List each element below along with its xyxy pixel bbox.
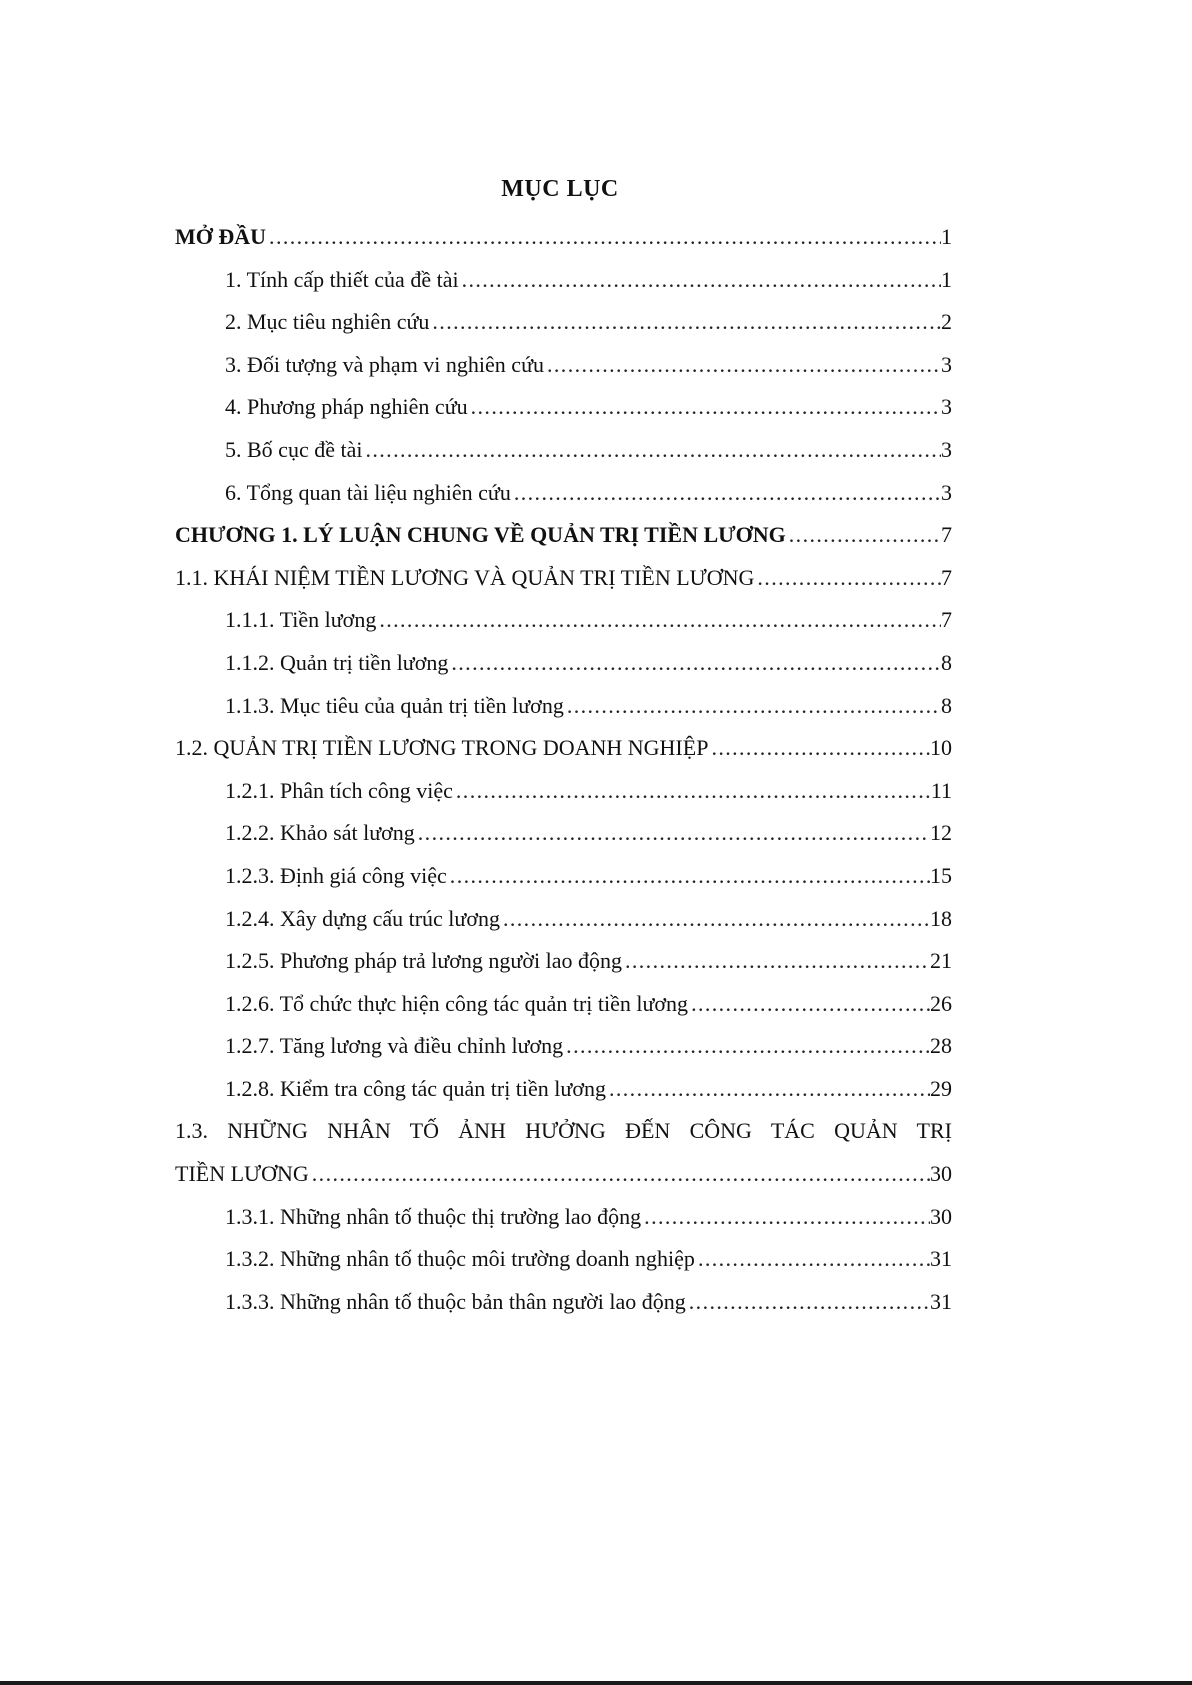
toc-page-number: 26 <box>930 990 952 1016</box>
toc-entry-label: 1.3.3. Những nhân tố thuộc bản thân người lao động <box>225 1288 686 1314</box>
toc-page-number: 28 <box>930 1033 952 1059</box>
toc-entry[interactable] <box>175 1076 952 1119</box>
toc-page-number: 7 <box>941 564 952 590</box>
toc-page-number: 8 <box>941 649 952 675</box>
dot-leader <box>429 309 941 335</box>
toc-entry-label: 1.3.1. Những nhân tố thuộc thị trường lao động <box>225 1203 642 1229</box>
toc-page-number: 3 <box>941 394 952 420</box>
toc-page-number: 30 <box>930 1161 952 1187</box>
toc-entry[interactable] <box>175 267 952 310</box>
toc-entry-label: TIỀN LƯƠNG <box>175 1161 309 1187</box>
toc-entry[interactable] <box>175 1246 952 1289</box>
dot-leader <box>266 224 941 250</box>
dot-leader <box>459 267 941 293</box>
toc-page-number: 21 <box>930 948 952 974</box>
toc-page-number: 15 <box>930 862 952 888</box>
dot-leader <box>448 650 941 676</box>
toc-page-number: 31 <box>930 1246 952 1272</box>
toc-page-number: 2 <box>941 309 952 335</box>
toc-entry-label: 1.2.2. Khảo sát lương <box>225 820 415 846</box>
dot-leader <box>309 1161 930 1187</box>
toc-page-number: 1 <box>941 266 952 292</box>
dot-leader <box>708 735 930 761</box>
toc-entry-label: 1.2.4. Xây dựng cấu trúc lương <box>225 905 500 931</box>
toc-page-number: 10 <box>930 735 952 761</box>
dot-leader <box>564 693 941 719</box>
toc-entry[interactable] <box>175 906 952 949</box>
dot-leader <box>622 948 930 974</box>
dot-leader <box>786 522 941 548</box>
toc-entry[interactable] <box>175 1289 952 1332</box>
toc-entry-label: 1.2.6. Tổ chức thực hiện công tác quản trị tiền lương <box>225 990 689 1016</box>
toc-entry[interactable] <box>175 1161 952 1204</box>
dot-leader <box>511 480 941 506</box>
toc-entry-label: 1.1.2. Quản trị tiền lương <box>225 649 449 675</box>
toc-entry-label: 4. Phương pháp nghiên cứu <box>225 394 468 420</box>
toc-entry[interactable] <box>175 224 952 267</box>
toc-entry[interactable] <box>175 437 952 480</box>
toc-entry-label: 3. Đối tượng và phạm vi nghiên cứu <box>225 351 544 377</box>
toc-entry[interactable] <box>175 352 952 395</box>
dot-leader <box>688 991 930 1017</box>
toc-entry[interactable] <box>175 394 952 437</box>
dot-leader <box>754 565 941 591</box>
toc-entry-label: 5. Bố cục đề tài <box>225 436 363 462</box>
toc-entry-label: MỞ ĐẦU <box>175 224 267 249</box>
dot-leader <box>500 906 930 932</box>
toc-entry-label: 1.1. KHÁI NIỆM TIỀN LƯƠNG VÀ QUẢN TRỊ TIỀN LƯƠNG <box>175 564 755 590</box>
toc-page-number: 18 <box>930 905 952 931</box>
toc-entry[interactable] <box>175 863 952 906</box>
toc-entry-label: 1.3. NHỮNG NHÂN TỐ ẢNH HƯỞNG ĐẾN CÔNG TÁC QUẢN TRỊ <box>175 1118 952 1144</box>
toc-entry[interactable] <box>175 991 952 1034</box>
toc-page-number: 3 <box>941 479 952 505</box>
dot-leader <box>563 1033 930 1059</box>
toc-entry[interactable] <box>175 693 952 736</box>
toc-entry[interactable] <box>175 480 952 523</box>
toc-entry[interactable] <box>175 607 952 650</box>
table-of-contents <box>175 224 952 1331</box>
toc-page-number: 3 <box>941 436 952 462</box>
toc-page-number: 7 <box>941 607 952 633</box>
dot-leader <box>376 607 941 633</box>
toc-entry-label: 1.2.3. Định giá công việc <box>225 862 447 888</box>
dot-leader <box>453 778 931 804</box>
toc-entry[interactable] <box>175 1204 952 1247</box>
dot-leader <box>468 394 941 420</box>
toc-entry-label: 1. Tính cấp thiết của đề tài <box>225 266 459 292</box>
dot-leader <box>686 1289 930 1315</box>
toc-entry-label: 1.2. QUẢN TRỊ TIỀN LƯƠNG TRONG DOANH NGHIỆP <box>175 735 709 761</box>
toc-page-number: 3 <box>941 351 952 377</box>
toc-entry[interactable] <box>175 735 952 778</box>
toc-entry[interactable] <box>175 650 952 693</box>
toc-page-number: 29 <box>930 1075 952 1101</box>
toc-page-number: 1 <box>941 224 952 249</box>
toc-entry[interactable] <box>175 565 952 608</box>
dot-leader <box>544 352 941 378</box>
toc-page-number: 11 <box>930 777 952 803</box>
toc-entry-label: CHƯƠNG 1. LÝ LUẬN CHUNG VỀ QUẢN TRỊ TIỀN LƯƠNG <box>175 522 786 548</box>
toc-entry[interactable] <box>175 1033 952 1076</box>
toc-entry-line <box>175 1118 952 1161</box>
dot-leader <box>641 1204 930 1230</box>
toc-page-number: 31 <box>930 1288 952 1314</box>
toc-page-number: 8 <box>941 692 952 718</box>
page-title: MỤC LỤC <box>501 176 619 202</box>
toc-page-number: 12 <box>930 820 952 846</box>
toc-entry-label: 1.2.5. Phương pháp trả lương người lao động <box>225 948 622 974</box>
toc-entry[interactable] <box>175 948 952 991</box>
dot-leader <box>606 1076 930 1102</box>
toc-entry-label: 1.2.7. Tăng lương và điều chỉnh lương <box>225 1033 564 1059</box>
toc-page-number: 30 <box>930 1203 952 1229</box>
toc-entry-label: 1.2.1. Phân tích công việc <box>225 777 453 803</box>
dot-leader <box>695 1246 930 1272</box>
toc-entry-label: 1.2.8. Kiểm tra công tác quản trị tiền lương <box>225 1075 606 1101</box>
toc-entry[interactable] <box>175 820 952 863</box>
toc-entry[interactable] <box>175 522 952 565</box>
toc-entry[interactable] <box>175 309 952 352</box>
toc-page-number: 7 <box>941 522 952 548</box>
toc-entry-label: 2. Mục tiêu nghiên cứu <box>225 309 430 335</box>
dot-leader <box>362 437 941 463</box>
page-bottom-border <box>0 1681 1192 1685</box>
toc-entry-label: 1.1.1. Tiền lương <box>225 607 377 633</box>
dot-leader <box>447 863 930 889</box>
toc-entry-label: 6. Tổng quan tài liệu nghiên cứu <box>225 479 511 505</box>
toc-entry-label: 1.3.2. Những nhân tố thuộc môi trường doanh nghiệp <box>225 1246 695 1272</box>
toc-entry-label: 1.1.3. Mục tiêu của quản trị tiền lương <box>225 692 564 718</box>
toc-entry[interactable] <box>175 778 952 821</box>
dot-leader <box>415 820 930 846</box>
